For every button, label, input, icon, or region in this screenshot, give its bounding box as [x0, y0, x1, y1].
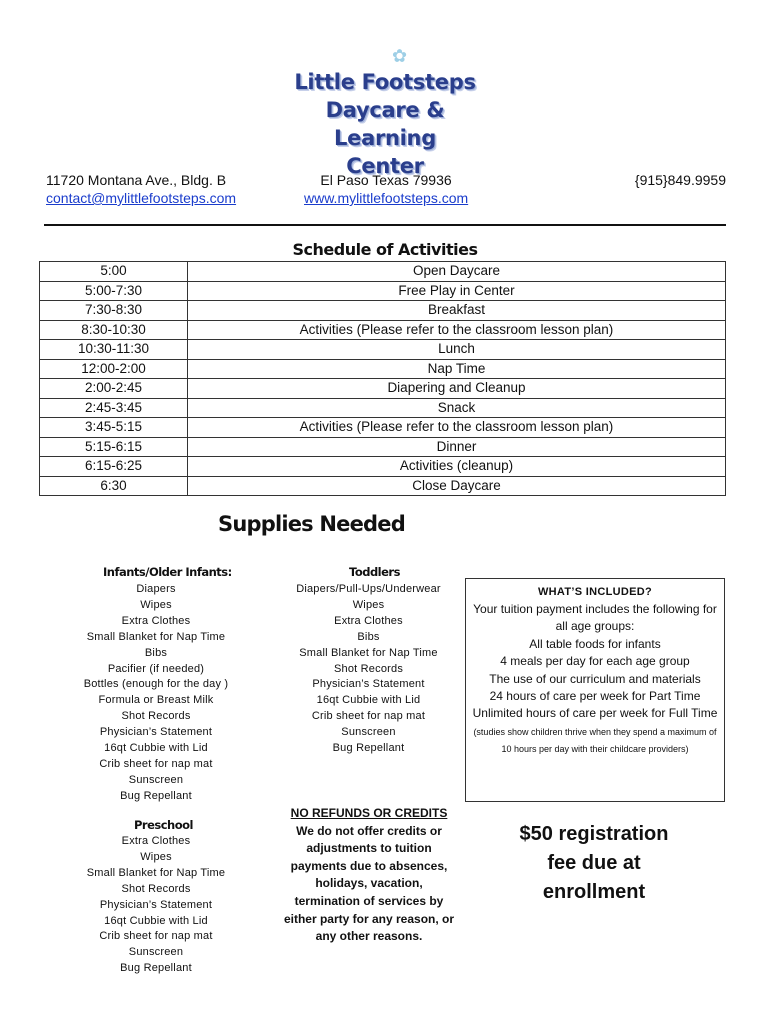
supply-item: Diapers/Pull-Ups/Underwear: [296, 583, 441, 595]
logo: [280, 42, 490, 178]
supply-item: Pacifier (if needed): [107, 662, 205, 675]
included-line: The use of our curriculum and materials: [489, 671, 701, 686]
whats-included-box: [465, 578, 725, 802]
supply-item: Crib sheet for nap mat: [311, 710, 426, 723]
schedule-time: 12:00-2:00: [40, 359, 188, 379]
schedule-time: 5:00: [40, 262, 188, 282]
included-line: All table foods for infants: [529, 636, 661, 651]
supply-item: Shot Records: [121, 710, 191, 723]
toddlers-heading: Toddlers: [349, 565, 400, 579]
schedule-activity: Diapering and Cleanup: [188, 379, 726, 399]
supply-item: Wipes: [140, 850, 172, 863]
contact-middle: [304, 171, 468, 207]
schedule-activity: Open Daycare: [188, 262, 726, 282]
supply-item: Wipes: [352, 598, 385, 611]
infants-supply-list: [76, 582, 236, 805]
schedule-row: [40, 379, 726, 399]
schedule-activity: Nap Time: [188, 359, 726, 379]
contact-left: [46, 171, 236, 207]
schedule-activity: Lunch: [188, 340, 726, 360]
supply-item: Crib sheet for nap mat: [99, 757, 213, 770]
registration-fee: $50 registration fee due at enrollment: [519, 823, 669, 903]
schedule-time: 2:00-2:45: [40, 379, 188, 399]
supply-item: Shot Records: [121, 882, 191, 895]
supply-item: Physician’s Statement: [99, 726, 213, 739]
email-link[interactable]: contact@mylittlefootsteps.com: [46, 190, 237, 206]
infants-heading: Infants/Older Infants:: [103, 565, 232, 579]
phone-number: {915}849.9959: [634, 172, 726, 188]
supply-item: Bug Repellant: [120, 789, 192, 802]
schedule-table: [39, 261, 726, 496]
website-link[interactable]: www.mylittlefootsteps.com: [304, 190, 469, 206]
schedule-activity: Dinner: [188, 437, 726, 457]
supply-item: Sunscreen: [128, 946, 184, 959]
supply-item: Bug Repellant: [332, 742, 405, 755]
included-line: [470, 705, 720, 757]
schedule-time: 6:30: [40, 476, 188, 496]
refund-policy: [281, 805, 457, 946]
supply-item: 16qt Cubbie with Lid: [104, 914, 208, 927]
schedule-row: [40, 398, 726, 418]
schedule-time: 6:15-6:25: [40, 457, 188, 477]
supply-item: Wipes: [140, 598, 172, 611]
supply-item: Physician’s Statement: [312, 678, 425, 691]
supply-item: Sunscreen: [128, 773, 184, 786]
city-address: El Paso Texas 79936: [320, 172, 452, 188]
schedule-time: 2:45-3:45: [40, 398, 188, 418]
schedule-activity: Free Play in Center: [188, 281, 726, 301]
schedule-row: [40, 262, 726, 282]
included-line: 4 meals per day for each age group: [500, 654, 690, 669]
supply-item: Extra Clothes: [334, 614, 403, 627]
schedule-time: 10:30-11:30: [40, 340, 188, 360]
supply-item: Formula or Breast Milk: [98, 694, 214, 707]
supply-item: Small Blanket for Nap Time: [299, 646, 438, 659]
schedule-time: 7:30-8:30: [40, 301, 188, 321]
included-note: (studies show children thrive when they spend a maximum of 10 hours per day with their childcare providers): [473, 726, 717, 755]
footprints-icon: ✿: [392, 46, 408, 66]
schedule-time: 3:45-5:15: [40, 418, 188, 438]
schedule-activity: Activities (cleanup): [188, 457, 726, 477]
street-address: 11720 Montana Ave., Bldg. B: [46, 172, 227, 188]
included-line: 24 hours of care per week for Part Time: [489, 689, 701, 704]
schedule-activity: Breakfast: [188, 301, 726, 321]
preschool-supply-list: [76, 834, 236, 977]
included-line: Your tuition payment includes the following for all age groups:: [473, 602, 717, 634]
logo-line-1: Little Footsteps: [294, 70, 476, 94]
schedule-time: 8:30-10:30: [40, 320, 188, 340]
supply-item: 16qt Cubbie with Lid: [316, 694, 421, 707]
schedule-row: [40, 437, 726, 457]
schedule-row: [40, 340, 726, 360]
included-line-text: Unlimited hours of care per week for Full Time: [472, 706, 718, 721]
supply-item: Bibs: [357, 630, 380, 643]
schedule-activity: Activities (Please refer to the classroom lesson plan): [188, 418, 726, 438]
schedule-row: [40, 359, 726, 379]
preschool-heading: Preschool: [134, 818, 193, 832]
logo-line-3: Center: [346, 154, 424, 178]
schedule-title: Schedule of Activities: [292, 240, 478, 259]
refund-heading: NO REFUNDS OR CREDITS: [290, 806, 448, 820]
schedule-activity: Snack: [188, 398, 726, 418]
supply-item: Physician’s Statement: [99, 898, 213, 911]
schedule-row: [40, 418, 726, 438]
supply-item: Extra Clothes: [121, 835, 191, 847]
schedule-row: [40, 320, 726, 340]
supply-item: Small Blanket for Nap Time: [86, 630, 226, 643]
schedule-time: 5:00-7:30: [40, 281, 188, 301]
schedule-row: [40, 301, 726, 321]
refund-text: We do not offer credits or adjustments to tuition payments due to absences, holidays, vacation, termination of services by either party for any reason, or any other reasons.: [283, 823, 455, 944]
header-divider: [44, 224, 726, 226]
supply-item: Small Blanket for Nap Time: [86, 866, 226, 879]
schedule-time: 5:15-6:15: [40, 437, 188, 457]
supply-item: 16qt Cubbie with Lid: [104, 742, 208, 755]
schedule-row: [40, 476, 726, 496]
schedule-activity: Close Daycare: [188, 476, 726, 496]
supply-item: Bug Repellant: [120, 962, 192, 975]
whats-included-heading: WHAT’S INCLUDED?: [538, 586, 652, 598]
supply-item: Bibs: [144, 646, 168, 659]
supply-item: Crib sheet for nap mat: [99, 930, 213, 943]
supply-item: Extra Clothes: [121, 614, 191, 627]
whats-included-body: [466, 599, 724, 758]
logo-line-2: Daycare & Learning: [325, 98, 445, 150]
supply-item: Diapers: [136, 583, 176, 595]
supply-item: Sunscreen: [341, 726, 396, 739]
toddlers-supply-list: [286, 582, 451, 757]
schedule-row: [40, 457, 726, 477]
supplies-title: Supplies Needed: [218, 512, 405, 536]
schedule-activity: Activities (Please refer to the classroom lesson plan): [188, 320, 726, 340]
schedule-row: [40, 281, 726, 301]
supply-item: Shot Records: [333, 662, 404, 675]
supply-item: Bottles (enough for the day ): [83, 678, 229, 691]
